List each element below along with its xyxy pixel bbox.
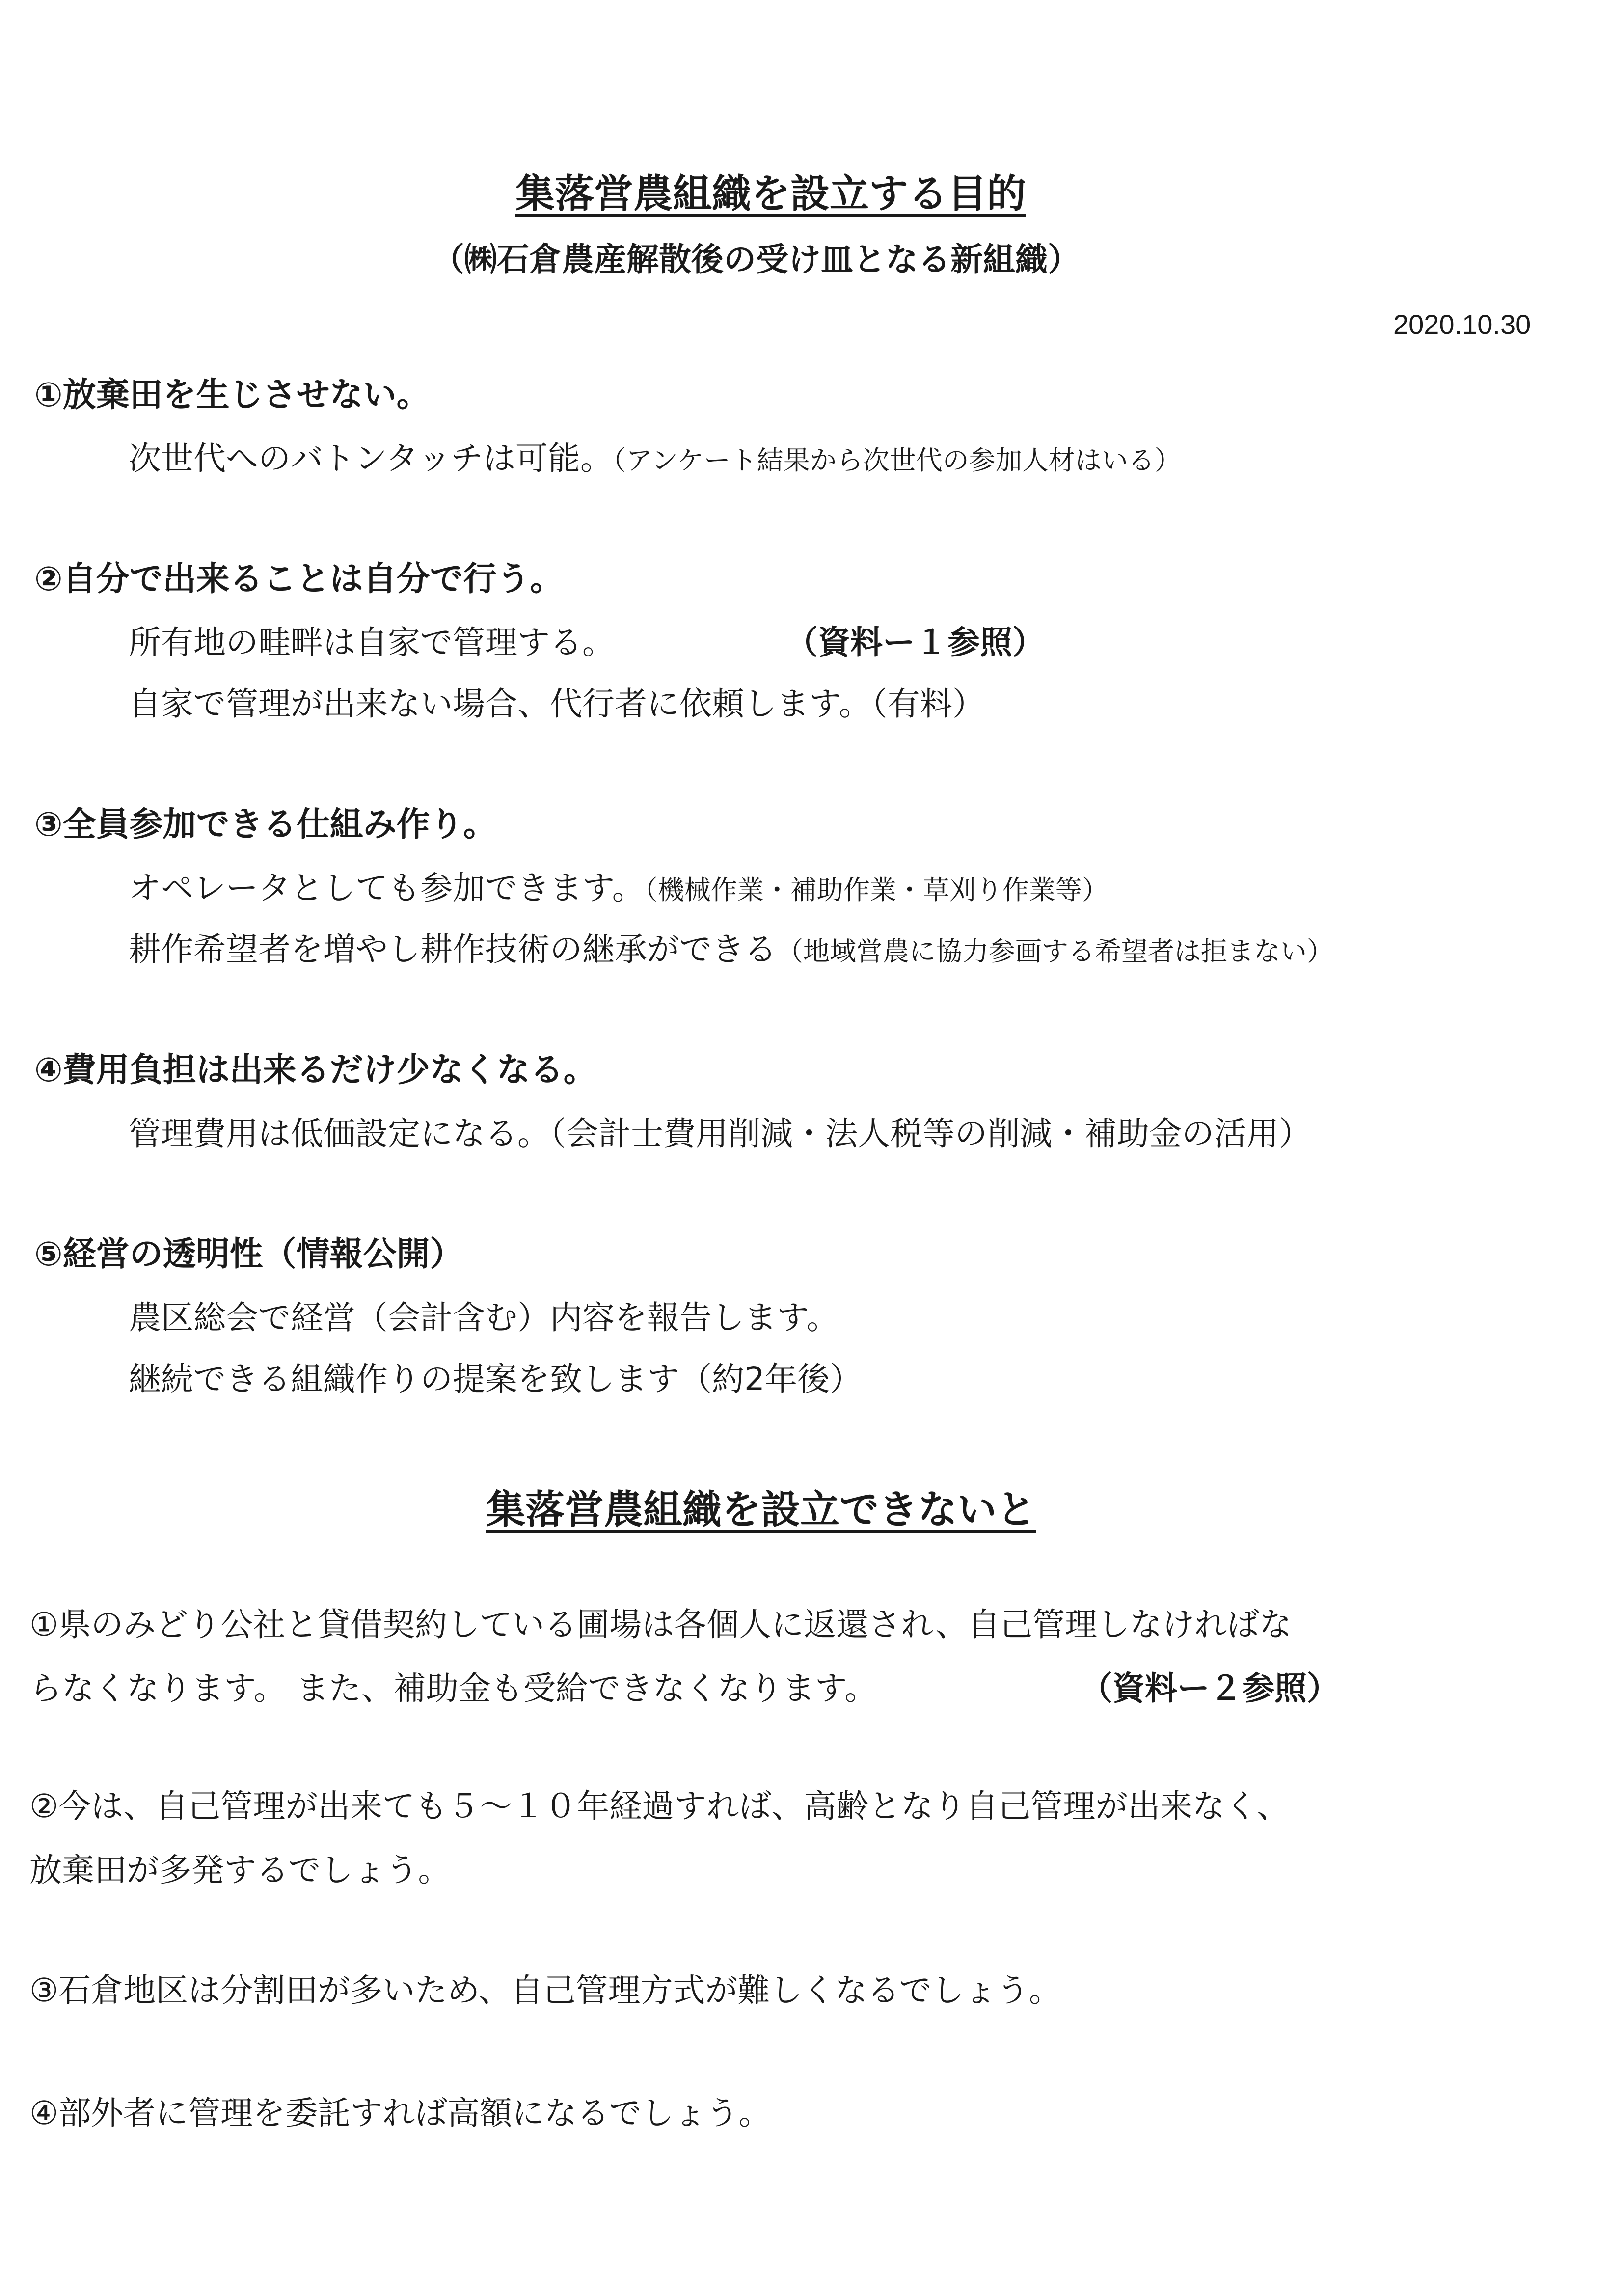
document-date: 2020.10.30 [1393,309,1531,340]
purpose-heading: ④費用負担は出来るだけ少なくなる。 [34,1051,597,1090]
consequence-line: ①県のみどり公社と貸借契約している圃場は各個人に返還され、自己管理しなければな [29,1606,1292,1643]
purpose-text: 所有地の畦畔は自家で管理する。 [129,624,615,661]
purpose-heading: ⑤経営の透明性（情報公開） [34,1235,463,1274]
purpose-text: 自家で管理が出来ない場合、代行者に依頼します。（有料） [129,685,985,723]
purpose-heading: ③全員参加できる仕組み作り。 [34,805,497,844]
consequence-line [29,1662,877,1709]
section-title: 集落営農組織を設立できないと [486,1487,1036,1532]
purpose-heading: ①放棄田を生じさせない。 [34,376,430,414]
consequence-line: 放棄田が多発するでしょう。 [29,1851,451,1889]
purpose-text: 次世代へのバトンタッチは可能。 [129,439,613,477]
reference-note: （資料ー２参照） [1080,1669,1339,1707]
purpose-line [129,432,1181,479]
purpose-text: 管理費用は低価設定になる。（会計士費用削減・法人税等の削減・補助金の活用） [129,1115,1311,1152]
consequence-text: らなくなります。 また、補助金も受給できなくなります。 [29,1669,877,1707]
purpose-line [129,862,1109,908]
purpose-line [129,923,1333,970]
purpose-note: （地域営農に協力参画する希望者は拒まない） [777,936,1333,967]
consequence-line: ③石倉地区は分割田が多いため、自己管理方式が難しくなるでしょう。 [29,1971,1061,2009]
reference-note: （資料ー１参照） [785,624,1045,661]
purpose-text: 耕作希望者を増やし耕作技術の継承ができる [129,930,777,968]
purpose-heading: ②自分で出来ることは自分で行う。 [34,560,564,599]
consequence-line: ②今は、自己管理が出来ても５～１０年経過すれば、高齢となり自己管理が出来なく、 [29,1787,1289,1825]
purpose-text: 農区総会で経営（会計含む）内容を報告します。 [129,1299,839,1337]
page-subtitle: （㈱石倉農産解散後の受け皿となる新組織） [432,241,1080,278]
page-title: 集落営農組織を設立する目的 [515,171,1026,217]
purpose-note: （機械作業・補助作業・草刈り作業等） [644,875,1109,905]
purpose-text: 継続できる組織作りの提案を致します（約2年後） [129,1360,862,1398]
consequence-line: ④部外者に管理を委託すれば高額になるでしょう。 [29,2094,771,2132]
purpose-text: オペレータとしても参加できます。 [129,869,645,907]
purpose-note: （アンケート結果から次世代の参加人材はいる） [613,445,1181,476]
